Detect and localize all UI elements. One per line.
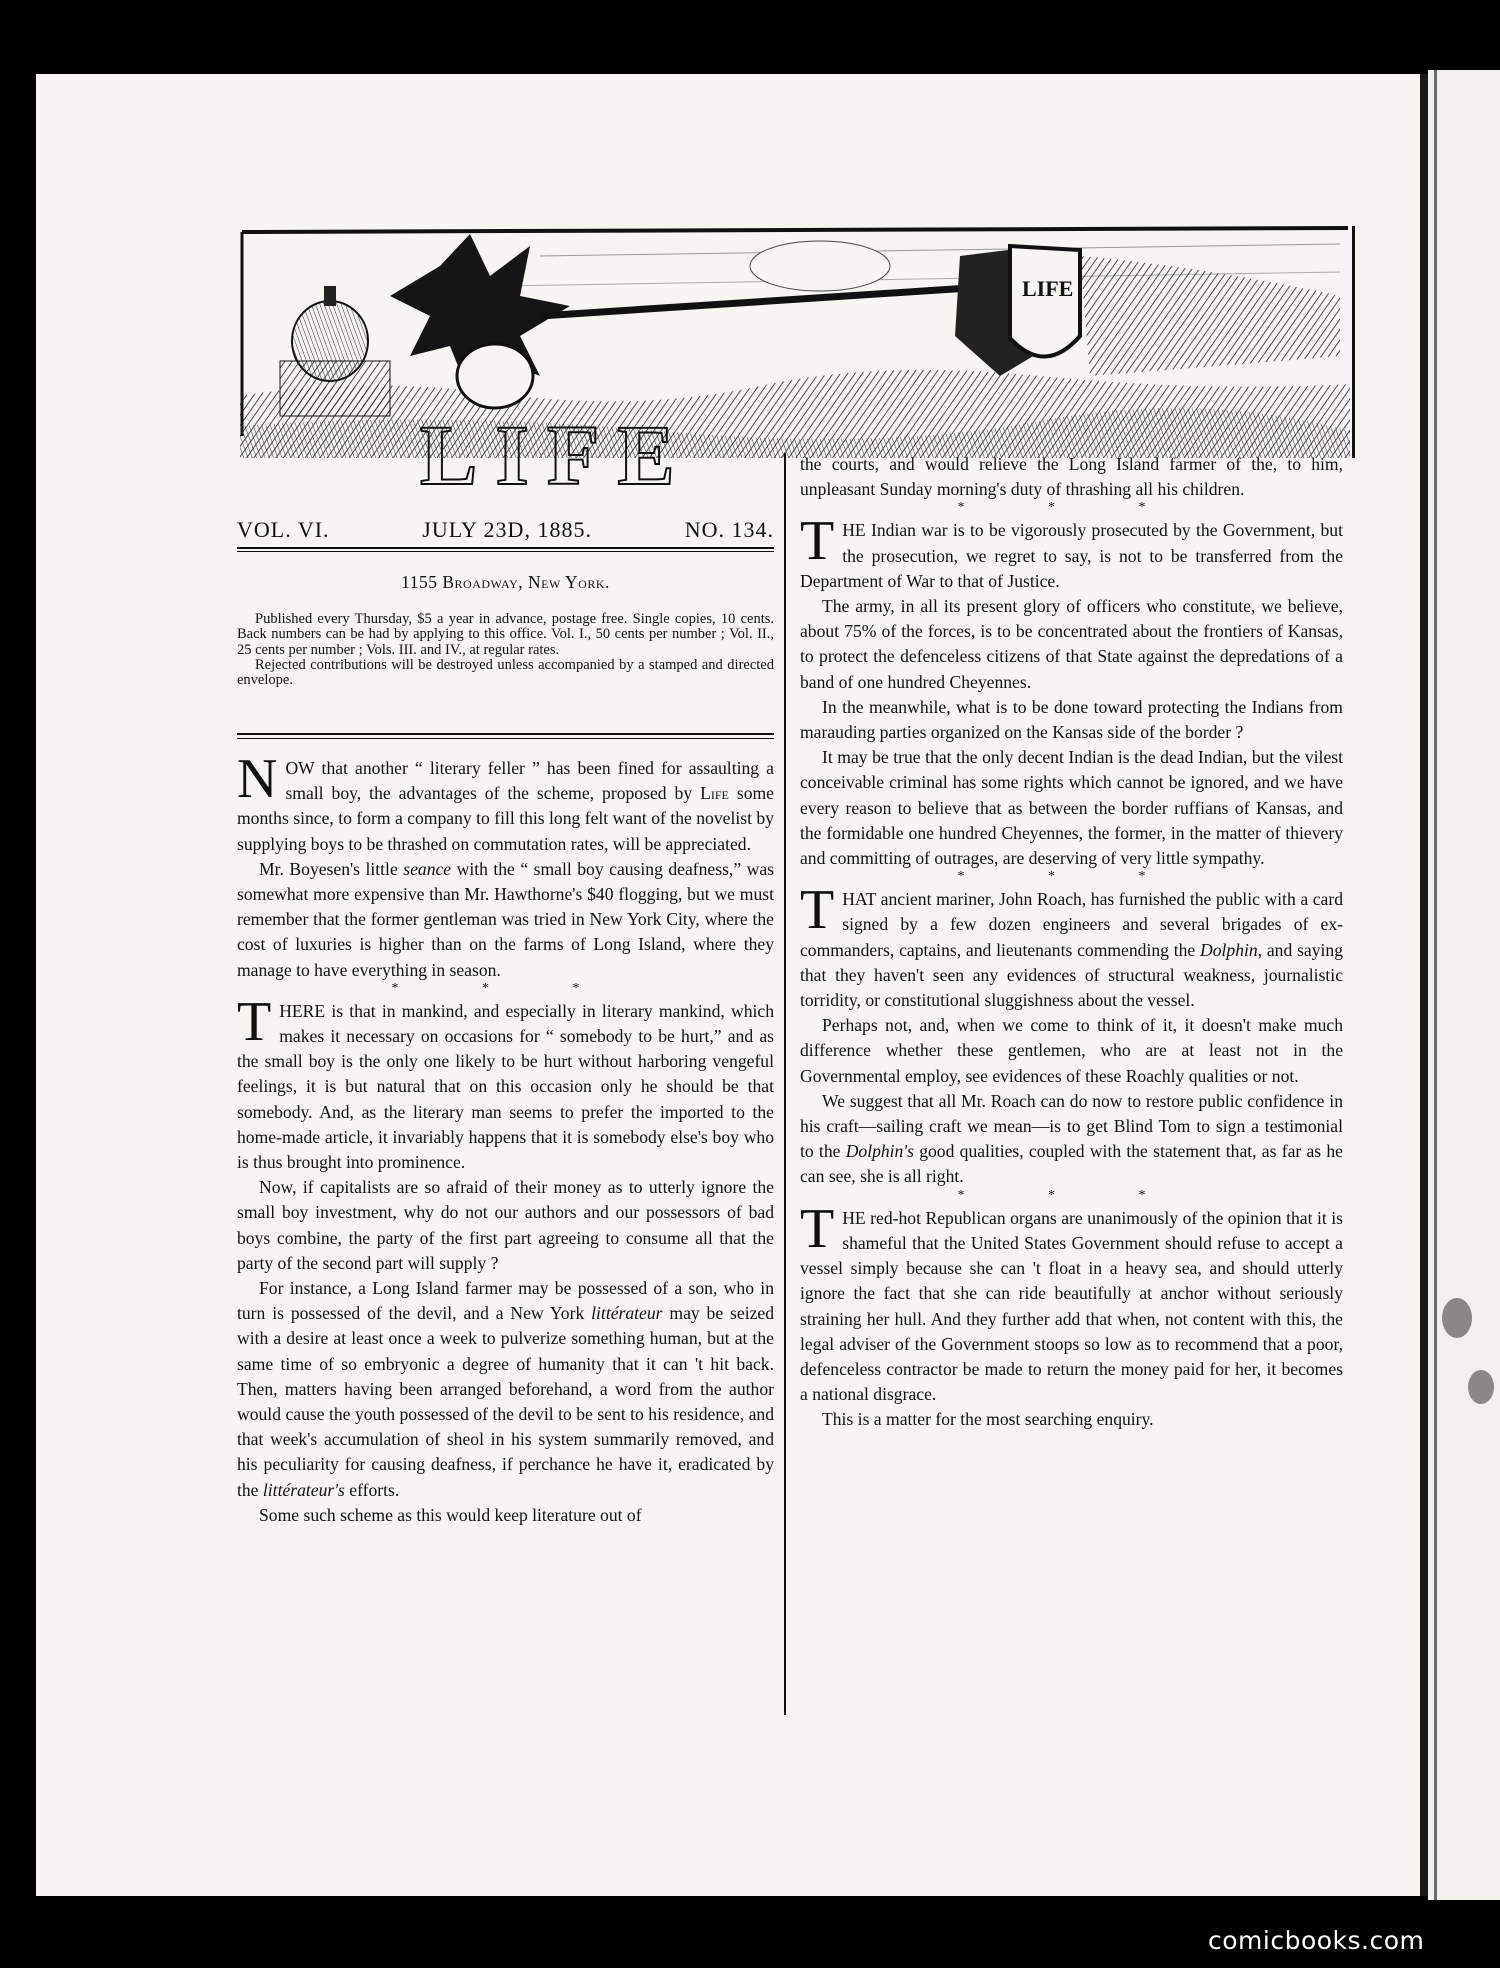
article-paragraph: In the meanwhile, what is to be done toward protecting the Indians from marauding parties organized on the Kansas side of the border ? bbox=[800, 696, 1343, 743]
masthead-frame bbox=[1352, 226, 1355, 458]
article-paragraph: This is a matter for the most searching enquiry. bbox=[822, 1409, 1154, 1430]
section-divider: * * * bbox=[957, 869, 1186, 885]
section-divider: * * * bbox=[957, 1187, 1186, 1203]
drop-cap: N bbox=[237, 748, 278, 810]
article-paragraph bbox=[800, 1197, 1343, 1408]
article-paragraph: Now, if capitalists are so afraid of their money as to utterly ignore the small boy investment, why do not our authors and our possessors of bad boys combine, the party of the first part agreeing to consume all that the party of the second part will supply ? bbox=[237, 1177, 774, 1273]
publication-notice bbox=[237, 612, 774, 688]
italic-text: Dolphin, bbox=[1200, 939, 1263, 960]
drop-cap: T bbox=[800, 510, 835, 573]
paragraph-text: good qualities, coupled with the statement that, as far as he can see, she is all right. bbox=[800, 1141, 1343, 1187]
paragraph-text: with the “ small boy causing deafness,” was somewhat more expensive than Mr. Hawthorne's $40 flogging, but we must remember that the former gentleman was tried in New York City, where the cost of luxuries is higher than on the farms of Long Island, where they manage to have everything in season. bbox=[237, 858, 774, 980]
paragraph-text: For instance, a Long Island farmer may be possessed of a son, who in turn is possessed of the devil, and a New York bbox=[237, 1278, 774, 1324]
issue-meta bbox=[237, 517, 774, 543]
section-divider: * * * bbox=[957, 500, 1186, 516]
article-paragraph bbox=[237, 990, 774, 1175]
page-spine bbox=[1420, 74, 1428, 1896]
contributions-text: Rejected contributions will be destroyed unless accompanied by a stamped and directed envelope. bbox=[237, 656, 774, 689]
article-paragraph: the courts, and would relieve the Long Island farmer of the, to him, unpleasant Sunday morning's duty of thrashing all his children. bbox=[800, 454, 1343, 500]
ink-blot bbox=[1442, 1298, 1472, 1338]
paragraph-text: HE red-hot Republican organs are unanimously of the opinion that it is shameful that the United States Government should refuse to accept a vessel simply because she can 't float in a heavy sea, and should utterly ignore the fact that she can ride beautifully at anchor without seriously straining her hull. And they further add that when, not content with this, the legal adviser of the Government stoops so low as to recommend that a poor, defenceless contractor be made to return the money paid for her, it becomes a national disgrace. bbox=[800, 1207, 1343, 1405]
italic-text: littérateur's bbox=[262, 1479, 345, 1500]
masthead-title: LIFE bbox=[420, 407, 693, 503]
article-paragraph: It may be true that the only decent Indian is the dead Indian, but the vilest conceivable criminal has some rights which cannot be ignored, and we have every reason to believe that as between the border ruffians of Kansas, and the formidable one hundred Cheyennes, the former, in the matter of thievery and committing of outrages, are deserving of very little sympathy. bbox=[800, 747, 1343, 869]
brand-name: Life bbox=[700, 783, 729, 804]
paragraph-text: Mr. Boyesen's little bbox=[259, 858, 404, 879]
paragraph-text: HAT ancient mariner, John Roach, has furnished the public with a card signed by a few dozen engineers and several brigades of ex-commanders, captains, and lieutenants commending the bbox=[800, 889, 1343, 960]
issue-number: NO. 134. bbox=[684, 517, 774, 542]
paragraph-text: and saying that they haven't seen any evidences of structural weakness, journalistic torridity, or constitutional sluggishness about the vessel. bbox=[800, 939, 1343, 1011]
meta-rule-thin bbox=[237, 551, 774, 552]
article-paragraph bbox=[800, 879, 1343, 1013]
paragraph-text: may be seized with a desire at least once a week to pulverize something human, but at the same time of so embryonic a degree of humanity that it can 't hit back. Then, matters having been arranged beforehand, a word from the author would cause the youth possessed of the devil to be sent to his residence, and that week's accumulation of sheol in his system summarily removed, and his peculiarity for causing deafness, if perchance he have it, eradicated by the bbox=[237, 1303, 775, 1500]
article-paragraph bbox=[800, 510, 1343, 594]
article-paragraph: Perhaps not, and, when we come to think of it, it doesn't make much difference whether these gentlemen, who are at least not in the Governmental employ, see evidences of these Roachly qualities or not. bbox=[800, 1015, 1343, 1086]
italic-text: Dolphin's bbox=[845, 1141, 914, 1162]
section-divider: * * * bbox=[391, 980, 620, 996]
masthead-illustration bbox=[240, 226, 1350, 484]
volume-label: VOL. VI. bbox=[237, 517, 330, 542]
column-divider bbox=[784, 453, 786, 1715]
left-column bbox=[237, 748, 775, 1528]
watermark: comicbooks.com bbox=[1208, 1926, 1425, 1955]
paragraph-text: OW that another “ literary feller ” has been fined for assaulting a small boy, the advantages of the scheme, proposed by bbox=[285, 758, 774, 804]
italic-text: seance bbox=[403, 858, 452, 879]
ink-blot bbox=[1468, 1370, 1494, 1404]
notice-rule-thin bbox=[237, 738, 774, 739]
drop-cap: T bbox=[800, 1197, 835, 1260]
article-paragraph bbox=[800, 1089, 1343, 1190]
adjacent-page-edge bbox=[1428, 70, 1500, 1900]
subscription-text: Published every Thursday, $5 a year in advance, postage free. Single copies, 10 cents. Back numbers can be had by applying to this office. Vol. I., 50 cents per number ; Vol. II., 25 cents per number ; Vols. III. and IV., at regular rates. bbox=[237, 611, 774, 658]
italic-text: littérateur bbox=[591, 1303, 663, 1324]
office-address bbox=[237, 572, 774, 593]
paragraph-text: efforts. bbox=[344, 1479, 400, 1500]
adjacent-page-line bbox=[1434, 70, 1437, 1900]
article-paragraph: Some such scheme as this would keep literature out of bbox=[259, 1504, 642, 1525]
article-paragraph: The army, in all its present glory of officers who constitute, we believe, about 75% of the forces, is to be concentrated about the frontiers of Kansas, to protect the defenceless citizens of that State against the depredations of a band of one hundred Cheyennes. bbox=[800, 596, 1343, 692]
notice-rule bbox=[237, 733, 774, 735]
drop-cap: T bbox=[237, 990, 272, 1053]
shield-label: LIFE bbox=[1022, 276, 1074, 301]
paragraph-text: some months since, to form a company to fill this long felt want of the novelist by supplying boys to be thrashed on commutation rates, will be appreciated. bbox=[237, 783, 774, 854]
drop-cap: T bbox=[800, 879, 835, 942]
paragraph-text: HE Indian war is to be vigorously prosecuted by the Government, but the prosecution, we regret to say, is not to be transferred from the Department of War to that of Justice. bbox=[800, 520, 1343, 591]
paragraph-text: We suggest that all Mr. Roach can do now to restore public confidence in his craft—sailing craft we mean—is to get Blind Tom to sign a testimonial to the bbox=[800, 1090, 1343, 1162]
issue-date: JULY 23D, 1885. bbox=[422, 517, 592, 542]
paragraph-text: HERE is that in mankind, and especially in literary mankind, which makes it necessary on occasions for “ somebody to be hurt,” and as the small boy is the only one likely to be hurt without harboring vengeful feelings, it is but natural that on this occasion only he should be that somebody. And, as the literary man seems to prefer the imported to the home-made article, it invariably happens that it is somebody else's boy who is thus brought into prominence. bbox=[237, 1000, 774, 1173]
right-column bbox=[800, 452, 1343, 1433]
article-paragraph bbox=[237, 857, 774, 983]
meta-rule bbox=[237, 547, 774, 549]
article-paragraph bbox=[237, 1276, 774, 1503]
address-text: 1155 Broadway, New York. bbox=[401, 572, 610, 592]
article-paragraph bbox=[237, 748, 774, 857]
